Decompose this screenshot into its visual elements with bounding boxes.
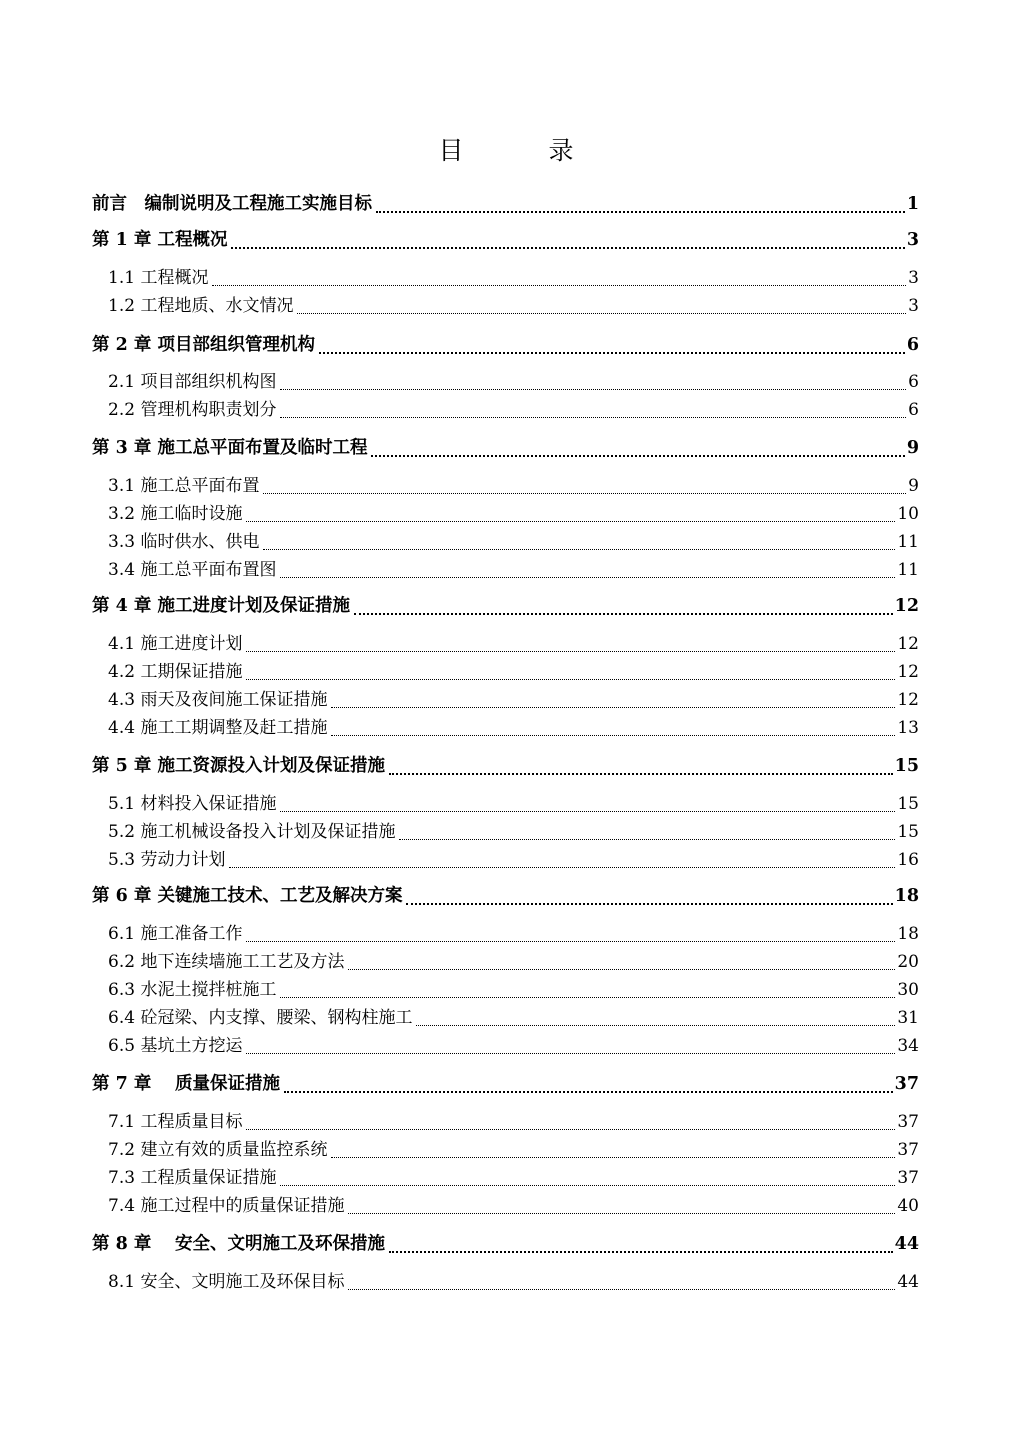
toc-section-entry[interactable] <box>108 1166 919 1190</box>
toc-page-number: 30 <box>897 980 919 1000</box>
toc-dot-leader <box>389 1238 893 1256</box>
toc-page-number: 3 <box>906 230 919 250</box>
toc-section-entry[interactable] <box>108 266 919 290</box>
toc-entry-label: 4.3 雨天及夜间施工保证措施 <box>108 690 328 710</box>
toc-page-number: 34 <box>897 1036 919 1056</box>
toc-entry-label: 1.1 工程概况 <box>108 268 209 288</box>
toc-page-number: 18 <box>897 924 919 944</box>
toc-page-number: 15 <box>897 794 919 814</box>
toc-entry-label: 6.5 基坑土方挖运 <box>108 1036 243 1056</box>
toc-entry-label: 前言 编制说明及工程施工实施目标 <box>92 194 372 214</box>
toc-page-number: 37 <box>894 1074 919 1094</box>
toc-dot-leader <box>212 272 906 290</box>
toc-chapter-entry[interactable] <box>92 333 919 357</box>
toc-entry-label: 第 4 章 施工进度计划及保证措施 <box>92 596 350 616</box>
toc-dot-leader <box>354 600 893 618</box>
toc-section-entry[interactable] <box>108 716 919 740</box>
toc-entry-label: 2.1 项目部组织机构图 <box>108 372 277 392</box>
toc-entry-label: 3.1 施工总平面布置 <box>108 476 260 496</box>
toc-page-number: 16 <box>897 850 919 870</box>
toc-page-number: 15 <box>897 822 919 842</box>
toc-dot-leader <box>280 1172 895 1190</box>
toc-entry-label: 第 8 章 安全、文明施工及环保措施 <box>92 1234 385 1254</box>
toc-dot-leader <box>319 339 905 357</box>
toc-dot-leader <box>246 1116 895 1134</box>
toc-entry-label: 第 5 章 施工资源投入计划及保证措施 <box>92 756 385 776</box>
toc-dot-leader <box>348 956 895 974</box>
toc-page-number: 44 <box>894 1234 919 1254</box>
toc-page-number: 9 <box>906 438 919 458</box>
toc-dot-leader <box>284 1078 893 1096</box>
toc-section-entry[interactable] <box>108 530 919 554</box>
toc-dot-leader <box>406 890 892 908</box>
toc-page-number: 40 <box>897 1196 919 1216</box>
toc-dot-leader <box>348 1276 895 1294</box>
toc-section-entry[interactable] <box>108 950 919 974</box>
toc-entry-label: 5.2 施工机械设备投入计划及保证措施 <box>108 822 396 842</box>
toc-page-number: 12 <box>897 690 919 710</box>
toc-dot-leader <box>280 798 895 816</box>
toc-page-number: 44 <box>897 1272 919 1292</box>
toc-entry-label: 8.1 安全、文明施工及环保目标 <box>108 1272 345 1292</box>
toc-entry-label: 6.4 砼冠梁、内支撑、腰梁、钢构柱施工 <box>108 1008 413 1028</box>
toc-dot-leader <box>246 666 895 684</box>
toc-dot-leader <box>371 442 904 460</box>
toc-page-number: 6 <box>908 372 919 392</box>
toc-section-entry[interactable] <box>108 848 919 872</box>
toc-entry-label: 1.2 工程地质、水文情况 <box>108 296 294 316</box>
toc-entry-label: 6.1 施工准备工作 <box>108 924 243 944</box>
toc-page-number: 12 <box>897 634 919 654</box>
toc-page-number: 3 <box>908 296 919 316</box>
toc-page-number: 13 <box>897 718 919 738</box>
toc-section-entry[interactable] <box>108 1006 919 1030</box>
toc-entry-label: 7.2 建立有效的质量监控系统 <box>108 1140 328 1160</box>
toc-entry-label: 3.3 临时供水、供电 <box>108 532 260 552</box>
toc-page-number: 12 <box>894 596 919 616</box>
toc-entry-label: 第 3 章 施工总平面布置及临时工程 <box>92 438 368 458</box>
toc-chapter-entry[interactable] <box>92 594 919 618</box>
toc-entry-label: 第 7 章 质量保证措施 <box>92 1074 280 1094</box>
toc-entry-label: 7.3 工程质量保证措施 <box>108 1168 277 1188</box>
toc-section-entry[interactable] <box>108 370 919 394</box>
toc-dot-leader <box>263 536 895 554</box>
toc-page-number: 11 <box>897 532 919 552</box>
toc-dot-leader <box>246 508 895 526</box>
toc-section-entry[interactable] <box>108 792 919 816</box>
toc-section-entry[interactable] <box>108 978 919 1002</box>
toc-section-entry[interactable] <box>108 632 919 656</box>
toc-section-entry[interactable] <box>108 1110 919 1134</box>
toc-dot-leader <box>331 694 895 712</box>
toc-page-number: 11 <box>897 560 919 580</box>
toc-entry-label: 5.1 材料投入保证措施 <box>108 794 277 814</box>
toc-entry-label: 第 1 章 工程概况 <box>92 230 228 250</box>
toc-section-entry[interactable] <box>108 660 919 684</box>
toc-entry-label: 4.4 施工工期调整及赶工措施 <box>108 718 328 738</box>
toc-dot-leader <box>389 760 893 778</box>
toc-page-number: 31 <box>897 1008 919 1028</box>
toc-dot-leader <box>297 300 906 318</box>
toc-section-entry[interactable] <box>108 1034 919 1058</box>
toc-entry-label: 5.3 劳动力计划 <box>108 850 226 870</box>
toc-title: 目 录 <box>438 136 604 165</box>
toc-entry-label: 6.2 地下连续墙施工工艺及方法 <box>108 952 345 972</box>
toc-entry-label: 第 2 章 项目部组织管理机构 <box>92 335 315 355</box>
toc-page-number: 3 <box>908 268 919 288</box>
toc-entry-label: 3.2 施工临时设施 <box>108 504 243 524</box>
toc-chapter-entry[interactable] <box>92 884 919 908</box>
toc-page-number: 1 <box>906 194 919 214</box>
toc-chapter-entry[interactable] <box>92 1232 919 1256</box>
toc-section-entry[interactable] <box>108 1138 919 1162</box>
toc-entry-label: 6.3 水泥土搅拌桩施工 <box>108 980 277 1000</box>
toc-dot-leader <box>229 854 895 872</box>
toc-chapter-entry[interactable] <box>92 1072 919 1096</box>
toc-section-entry[interactable] <box>108 398 919 422</box>
toc-section-entry[interactable] <box>108 474 919 498</box>
toc-dot-leader <box>280 984 895 1002</box>
toc-page-number: 10 <box>897 504 919 524</box>
toc-entry-label: 第 6 章 关键施工技术、工艺及解决方案 <box>92 886 403 906</box>
toc-entry-label: 4.1 施工进度计划 <box>108 634 243 654</box>
toc-dot-leader <box>280 564 895 582</box>
toc-chapter-entry[interactable] <box>92 192 919 216</box>
toc-dot-leader <box>231 234 904 252</box>
toc-page-number: 37 <box>897 1168 919 1188</box>
toc-page-number: 15 <box>894 756 919 776</box>
toc-chapter-entry[interactable] <box>92 436 919 460</box>
toc-dot-leader <box>263 480 906 498</box>
toc-chapter-entry[interactable] <box>92 754 919 778</box>
toc-page-number: 12 <box>897 662 919 682</box>
toc-section-entry[interactable] <box>108 558 919 582</box>
toc-page-number: 37 <box>897 1140 919 1160</box>
toc-entry-label: 4.2 工期保证措施 <box>108 662 243 682</box>
toc-section-entry[interactable] <box>108 688 919 712</box>
toc-section-entry[interactable] <box>108 1194 919 1218</box>
toc-entry-label: 7.4 施工过程中的质量保证措施 <box>108 1196 345 1216</box>
toc-dot-leader <box>331 1144 895 1162</box>
toc-section-entry[interactable] <box>108 1270 919 1294</box>
toc-entry-label: 2.2 管理机构职责划分 <box>108 400 277 420</box>
toc-section-entry[interactable] <box>108 820 919 844</box>
toc-entry-label: 7.1 工程质量目标 <box>108 1112 243 1132</box>
toc-page-number: 37 <box>897 1112 919 1132</box>
toc-dot-leader <box>246 1040 895 1058</box>
toc-dot-leader <box>399 826 895 844</box>
toc-page-number: 6 <box>906 335 919 355</box>
toc-dot-leader <box>280 376 906 394</box>
toc-dot-leader <box>246 638 895 656</box>
toc-dot-leader <box>348 1200 895 1218</box>
toc-chapter-entry[interactable] <box>92 228 919 252</box>
toc-entry-label: 3.4 施工总平面布置图 <box>108 560 277 580</box>
toc-dot-leader <box>280 404 906 422</box>
toc-dot-leader <box>246 928 895 946</box>
toc-page-number: 18 <box>894 886 919 906</box>
toc-page-number: 20 <box>897 952 919 972</box>
toc-section-entry[interactable] <box>108 294 919 318</box>
toc-page-number: 9 <box>908 476 919 496</box>
toc-dot-leader <box>331 722 895 740</box>
toc-page-number: 6 <box>908 400 919 420</box>
toc-section-entry[interactable] <box>108 502 919 526</box>
toc-dot-leader <box>416 1012 895 1030</box>
toc-section-entry[interactable] <box>108 922 919 946</box>
toc-dot-leader <box>376 198 905 216</box>
